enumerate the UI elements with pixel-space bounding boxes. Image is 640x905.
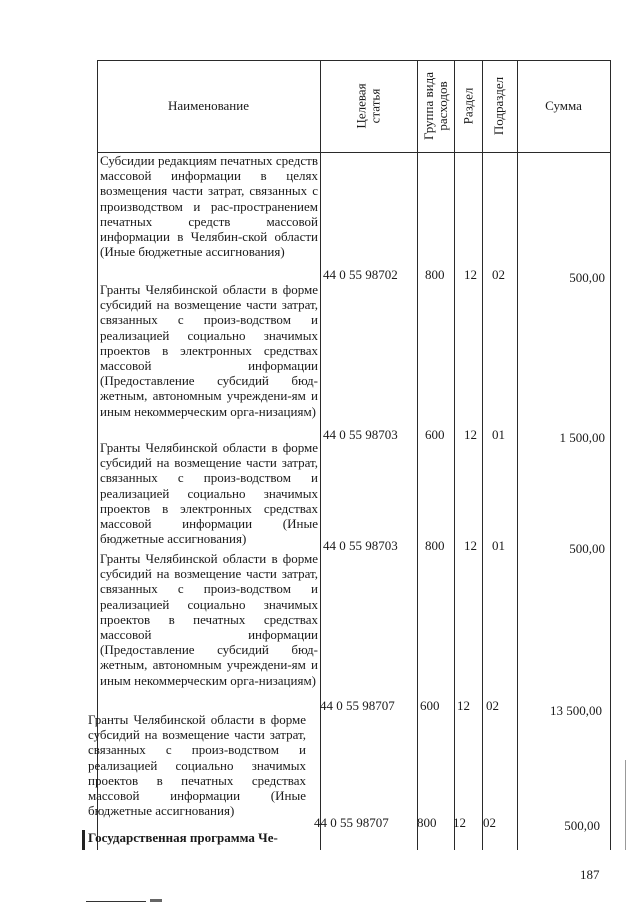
row-section: 12	[464, 267, 477, 282]
row-target-article: 44 0 55 98703	[323, 538, 398, 553]
row-sum: 500,00	[569, 270, 605, 285]
header-subsection: Подраздел	[491, 76, 507, 136]
column-divider	[417, 60, 418, 850]
column-divider	[454, 60, 455, 850]
row-section: 12	[453, 815, 466, 830]
row-subsection: 02	[483, 815, 496, 830]
row-expense-group: 800	[417, 815, 437, 830]
row-name-bold: Государственная программа Че-	[88, 830, 278, 845]
row-section: 12	[464, 427, 477, 442]
row-expense-group: 600	[420, 698, 440, 713]
row-section: 12	[457, 698, 470, 713]
column-divider	[482, 60, 483, 850]
row-expense-group: 800	[425, 538, 445, 553]
header-name: Наименование	[168, 98, 249, 113]
row-subsection: 02	[492, 267, 505, 282]
header-section: Раздел	[460, 87, 475, 125]
scan-margin-line	[625, 760, 626, 850]
row-name: Гранты Челябинской области в форме субсидий на возмещение части затрат, связанных с произ-водством и реализацией социально значимых проектов в печатных средствах массовой информации (Предоставление субсидий бюд-жетным, автономным учреждени-ям и иным некоммерческим орга-низациям)	[100, 551, 318, 688]
row-target-article: 44 0 55 98703	[323, 427, 398, 442]
row-subsection: 01	[492, 427, 505, 442]
row-name: Гранты Челябинской области в форме субсидий на возмещение части затрат, связанных с произ-водством и реализацией социально значимых проектов в печатных средствах массовой информации (Иные бюджетные ассигнования)	[88, 712, 306, 819]
table-border-right	[610, 60, 611, 850]
row-target-article: 44 0 55 98707	[314, 815, 389, 830]
row-expense-group: 600	[425, 427, 445, 442]
row-name: Гранты Челябинской области в форме субсидий на возмещение части затрат, связанных с произ-водством и реализацией социально значимых проектов в электронных средствах массовой информации (Предоставление субсидий бюд-жетным, автономным учреждени-ям и иным некоммерческим орга-низациям)	[100, 282, 318, 419]
footnote-rule	[86, 901, 146, 902]
header-target-article: Целевая статья	[353, 83, 383, 129]
page-number: 187	[580, 867, 600, 882]
row-sum: 500,00	[564, 818, 600, 833]
row-name: Субсидии редакциям печатных средств массовой информации в целях возмещения части затрат, связанных с производством и рас-пространением печатных средств массовой информации в Челябин-ской области (Иные бюджетные ассигнования)	[100, 153, 318, 260]
header-expense-group: Группа вида расходов	[420, 72, 450, 140]
column-divider	[517, 60, 518, 850]
header-sum: Сумма	[545, 98, 582, 113]
row-sum: 500,00	[569, 541, 605, 556]
row-sum: 1 500,00	[559, 430, 605, 445]
table-edge-mark	[82, 830, 85, 850]
footnote-mark	[150, 899, 162, 902]
row-sum: 13 500,00	[550, 703, 602, 718]
row-subsection: 02	[486, 698, 499, 713]
row-name: Гранты Челябинской области в форме субсидий на возмещение части затрат, связанных с произ-водством и реализацией социально значимых проектов в электронных средствах массовой информации (Иные бюджетные ассигнования)	[100, 440, 318, 547]
row-target-article: 44 0 55 98702	[323, 267, 398, 282]
row-subsection: 01	[492, 538, 505, 553]
row-target-article: 44 0 55 98707	[320, 698, 395, 713]
row-section: 12	[464, 538, 477, 553]
column-divider	[320, 60, 321, 850]
row-expense-group: 800	[425, 267, 445, 282]
